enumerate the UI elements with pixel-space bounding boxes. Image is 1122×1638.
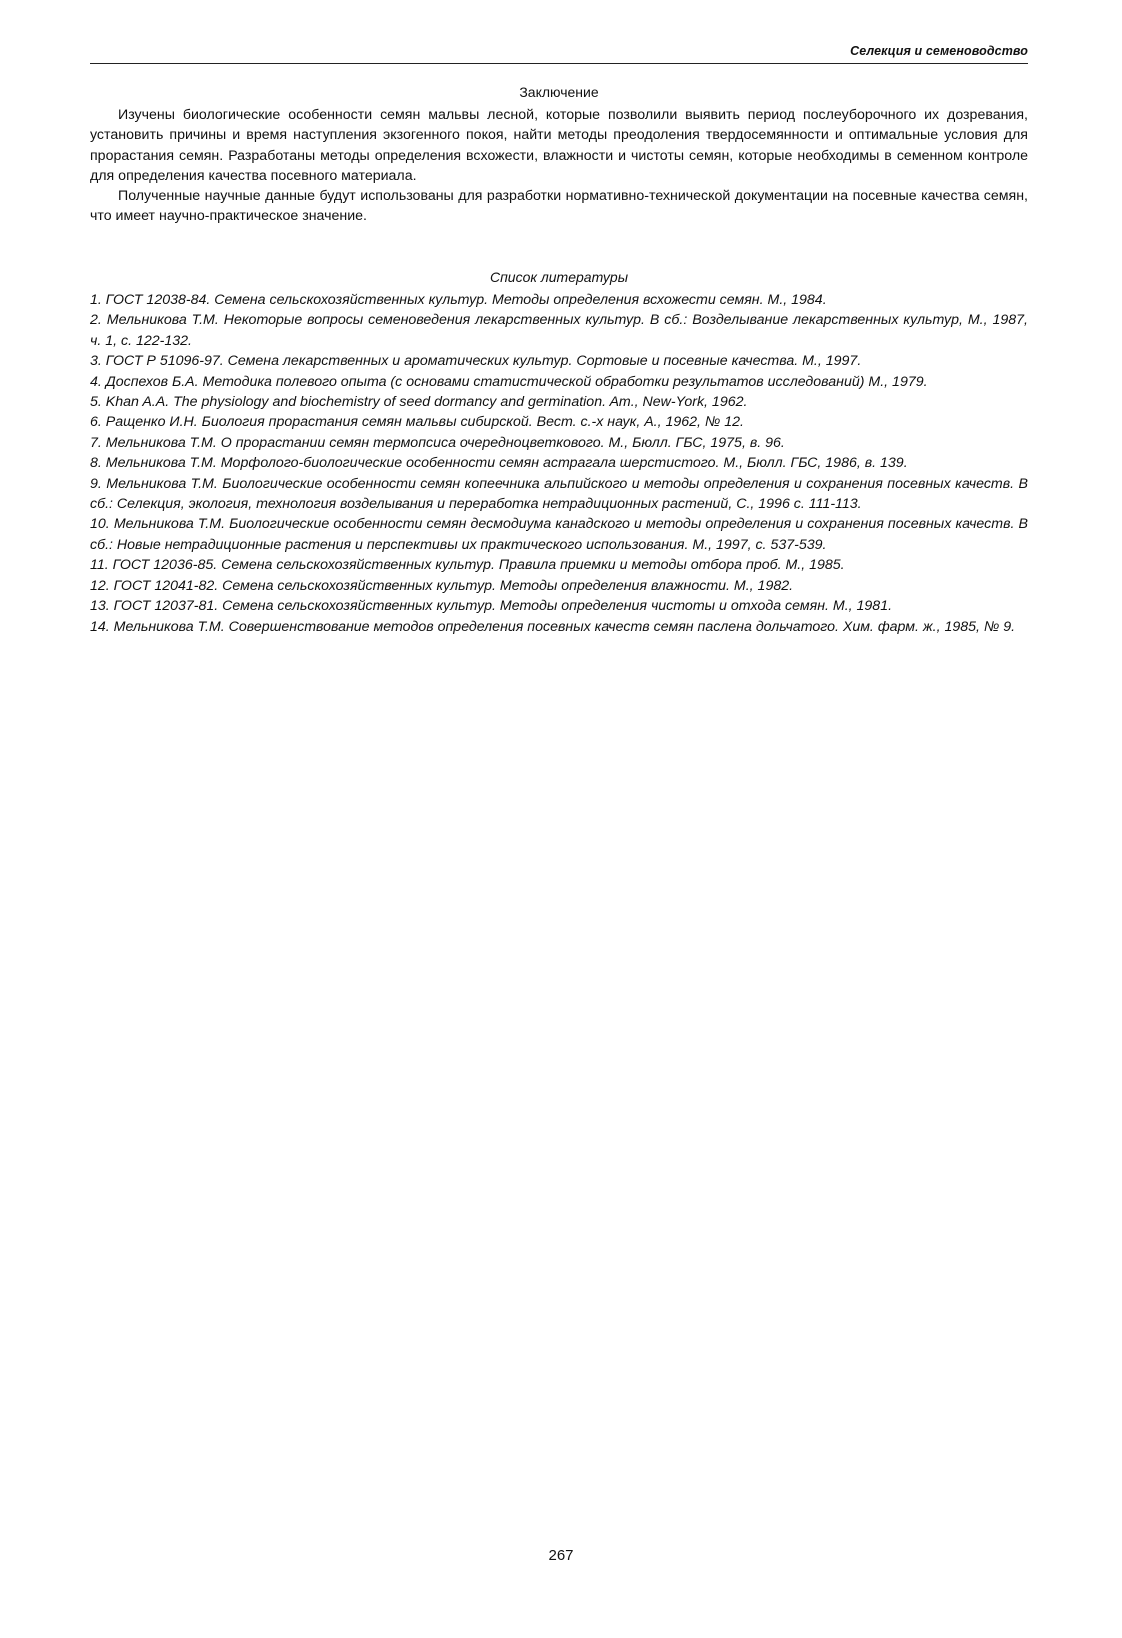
reference-item: 8. Мельникова Т.М. Морфолого-биологические особенности семян астрагала шерстистого. М., Бюлл. ГБС, 1986, в. 139. [90, 455, 908, 472]
reference-item: 2. Мельникова Т.М. Некоторые вопросы семеноведения лекарственных культур. В сб.: Возделывание лекарственных культур, М., 1987, ч. 1, с. 122-132. [90, 312, 1028, 349]
conclusion-title: Заключение [519, 84, 599, 100]
reference-item: 6. Ращенко И.Н. Биология прорастания семян мальвы сибирской. Вест. с.-х наук, А., 1962, № 12. [90, 414, 744, 431]
reference-item: 12. ГОСТ 12041-82. Семена сельскохозяйственных культур. Методы определения влажности. М., 1982. [90, 577, 794, 594]
reference-item: 10. Мельникова Т.М. Биологические особенности семян десмодиума канадского и методы определения и сохранения посевных качеств. В сб.: Новые нетрадиционные растения и перспективы их практического использования. М., 1997, с. 537-539. [90, 516, 1028, 553]
reference-item: 4. Доспехов Б.А. Методика полевого опыта (с основами статистической обработки результатов исследований) М., 1979. [90, 373, 928, 390]
running-header-text: Селекция и семеноводство [850, 44, 1028, 58]
conclusion-body [90, 105, 1028, 227]
reference-item: 14. Мельникова Т.М. Совершенствование методов определения посевных качеств семян паслена дольчатого. Хим. фарм. ж., 1985, № 9. [90, 618, 1016, 635]
reference-item: 1. ГОСТ 12038-84. Семена сельскохозяйственных культур. Методы определения всхожести семян. М., 1984. [90, 292, 827, 308]
conclusion-paragraph: Изучены биологические особенности семян мальвы лесной, которые позволили выявить период послеуборочного их дозревания, установить причины и время наступления экзогенного покоя, найти методы преодоления твердосемянности и оптимальные условия для прорастания семян. Разработаны методы определения всхожести, влажности и чистоты семян, которые необходимы в семенном контроле для определения качества посевного материала. [90, 107, 1028, 184]
references-list [90, 290, 1028, 637]
reference-item: 9. Мельникова Т.М. Биологические особенности семян копеечника альпийского и методы определения и сохранения посевных качеств. В сб.: Селекция, экология, технология возделывания и переработка нетрадиционных растений, С., 1996 с. 111-113. [90, 475, 1028, 513]
running-header [90, 44, 1028, 64]
page-number: 267 [548, 1547, 574, 1564]
reference-item: 11. ГОСТ 12036-85. Семена сельскохозяйственных культур. Правила приемки и методы отбора проб. М., 1985. [90, 557, 845, 574]
reference-item: 3. ГОСТ Р 51096-97. Семена лекарственных и ароматических культур. Сортовые и посевные качества. М., 1997. [90, 353, 862, 370]
references-title: Список литературы [489, 269, 629, 285]
conclusion-paragraph: Полученные научные данные будут использованы для разработки нормативно-технической документации на посевные качества семян, что имеет научно-практическое значение. [90, 188, 1028, 225]
reference-item: 13. ГОСТ 12037-81. Семена сельскохозяйственных культур. Методы определения чистоты и отхода семян. М., 1981. [90, 598, 893, 615]
reference-item: 7. Мельникова Т.М. О прорастании семян термопсиса очередноцветкового. М., Бюлл. ГБС, 1975, в. 96. [90, 434, 785, 451]
reference-item: 5. Khan A.A. The physiology and biochemistry of seed dormancy and germination. Am., New-York, 1962. [90, 394, 748, 411]
